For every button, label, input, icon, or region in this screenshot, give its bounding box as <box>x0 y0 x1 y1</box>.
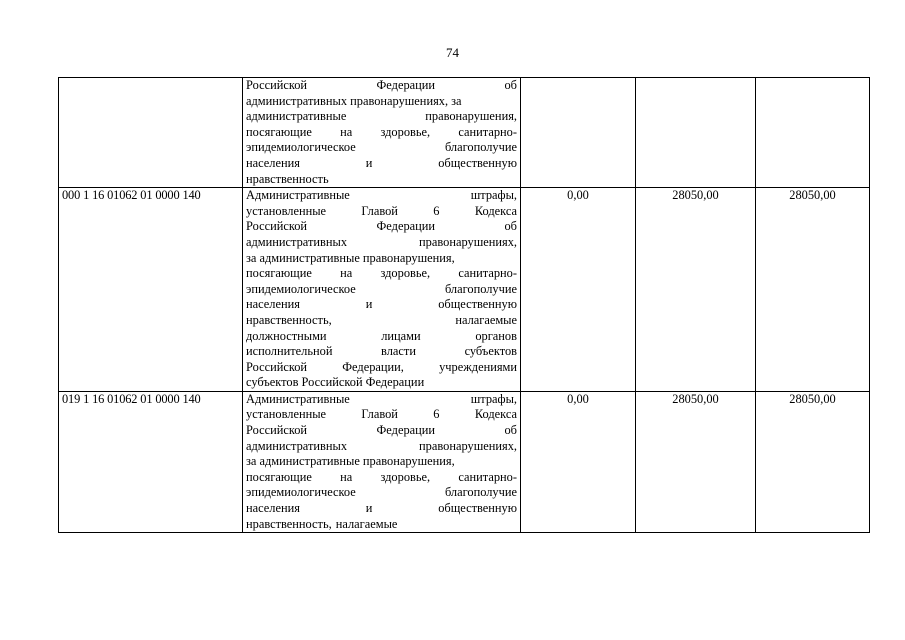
name-word: нравственность, <box>246 516 332 531</box>
name-word: Российской <box>246 219 308 234</box>
name-word: Российской <box>246 359 308 374</box>
budget-code-cell <box>59 78 243 188</box>
name-word: налагаемые <box>335 516 398 531</box>
name-word: административных <box>246 438 348 453</box>
amount-cell-2 <box>636 78 756 188</box>
name-word: общественную <box>438 501 517 516</box>
amount-cell-1 <box>521 78 636 188</box>
name-word: посягающие <box>246 266 312 281</box>
name-word: здоровье, <box>380 469 431 484</box>
name-text-line <box>246 470 517 486</box>
name-word: санитарно- <box>458 266 517 281</box>
budget-code-cell: 019 1 16 01062 01 0000 140 <box>59 391 243 532</box>
name-text-line <box>246 94 517 110</box>
name-word: субъектов Российской Федерации <box>246 375 425 390</box>
name-word: штрафы, <box>470 391 517 406</box>
name-text-line <box>246 266 517 282</box>
table-body <box>59 78 870 533</box>
name-text-line <box>246 297 517 313</box>
name-word: об <box>504 423 517 438</box>
name-word: Российской <box>246 423 308 438</box>
name-word: органов <box>475 328 517 343</box>
name-word: и <box>365 155 373 170</box>
name-word: населения <box>246 155 300 170</box>
amount-cell-3 <box>756 78 870 188</box>
name-text-line <box>246 235 517 251</box>
name-word: на <box>340 266 353 281</box>
name-word: об <box>504 78 517 92</box>
name-word: Административные <box>246 188 350 203</box>
name-text-line <box>246 251 517 267</box>
name-word: субъектов <box>464 344 517 359</box>
name-word: посягающие <box>246 124 312 139</box>
amount-cell-1: 0,00 <box>521 391 636 532</box>
name-word: лицами <box>381 328 421 343</box>
name-word: Федерации, <box>342 359 404 374</box>
name-text-line <box>246 485 517 501</box>
table-row <box>59 391 870 532</box>
name-text-line <box>246 140 517 156</box>
name-word: Российской <box>246 78 308 92</box>
name-word: Федерации <box>376 423 436 438</box>
name-word: на <box>340 469 353 484</box>
revenue-name-cell <box>243 78 521 188</box>
name-word: нравственность <box>246 171 329 186</box>
name-text-line <box>246 78 517 94</box>
name-word: благополучие <box>444 140 517 155</box>
name-word: здоровье, <box>380 266 431 281</box>
name-text-line <box>246 188 517 204</box>
table-row <box>59 188 870 392</box>
name-word: административных правонарушениях, за <box>246 93 462 108</box>
name-text-line <box>246 109 517 125</box>
name-word: санитарно- <box>458 469 517 484</box>
name-text-line <box>246 501 517 517</box>
name-word: здоровье, <box>380 124 431 139</box>
name-text-line <box>246 360 517 376</box>
name-text-line <box>246 439 517 455</box>
name-word: Кодекса <box>474 407 517 422</box>
name-word: учреждениями <box>439 359 517 374</box>
name-word: Кодекса <box>474 203 517 218</box>
name-word: правонарушениях, <box>419 438 517 453</box>
name-text-line <box>246 517 517 533</box>
page-number: 74 <box>446 45 459 60</box>
name-word: за административные правонарушения, <box>246 454 455 469</box>
name-text-line <box>246 407 517 423</box>
name-word: исполнительной <box>246 344 333 359</box>
name-text-line <box>246 313 517 329</box>
name-word: общественную <box>438 297 517 312</box>
budget-table <box>58 77 870 533</box>
table-row <box>59 78 870 188</box>
name-word: штрафы, <box>470 188 517 203</box>
name-text-line <box>246 375 517 391</box>
name-word: благополучие <box>444 485 517 500</box>
name-word: должностными <box>246 328 327 343</box>
name-word: санитарно- <box>458 124 517 139</box>
name-text-line <box>246 125 517 141</box>
name-word: административных <box>246 234 348 249</box>
name-text-line <box>246 423 517 439</box>
name-word: Федерации <box>376 219 436 234</box>
name-text-line <box>246 454 517 470</box>
amount-cell-2: 28050,00 <box>636 188 756 392</box>
name-text-line <box>246 156 517 172</box>
name-word: административные <box>246 109 347 124</box>
name-word: установленные <box>246 407 327 422</box>
name-word: эпидемиологическое <box>246 281 356 296</box>
name-word: на <box>340 124 353 139</box>
name-word: власти <box>381 344 416 359</box>
name-word: эпидемиологическое <box>246 485 356 500</box>
name-word: Главой <box>361 203 398 218</box>
name-word: об <box>504 219 517 234</box>
name-text-line <box>246 329 517 345</box>
name-word: благополучие <box>444 281 517 296</box>
name-text-line <box>246 204 517 220</box>
name-word: правонарушениях, <box>419 234 517 249</box>
name-word: за административные правонарушения, <box>246 250 455 265</box>
name-word: нравственность, <box>246 312 332 327</box>
name-word: эпидемиологическое <box>246 140 356 155</box>
name-word: общественную <box>438 155 517 170</box>
name-word: населения <box>246 501 300 516</box>
name-text-line <box>246 219 517 235</box>
name-word: правонарушения, <box>425 109 517 124</box>
name-word: Федерации <box>376 78 436 92</box>
name-text-line <box>246 282 517 298</box>
name-word: 6 <box>433 407 440 422</box>
name-text-line <box>246 392 517 408</box>
name-word: и <box>365 297 373 312</box>
name-word: посягающие <box>246 469 312 484</box>
name-text-line <box>246 344 517 360</box>
amount-cell-2: 28050,00 <box>636 391 756 532</box>
amount-cell-3: 28050,00 <box>756 391 870 532</box>
name-word: налагаемые <box>455 312 517 327</box>
revenue-name-cell <box>243 188 521 392</box>
name-word: 6 <box>433 203 440 218</box>
name-word: населения <box>246 297 300 312</box>
revenue-name-cell <box>243 391 521 532</box>
name-text-line <box>246 172 517 188</box>
name-word: установленные <box>246 203 327 218</box>
amount-cell-1: 0,00 <box>521 188 636 392</box>
name-word: и <box>365 501 373 516</box>
name-word: Административные <box>246 391 350 406</box>
amount-cell-3: 28050,00 <box>756 188 870 392</box>
budget-code-cell: 000 1 16 01062 01 0000 140 <box>59 188 243 392</box>
name-word: Главой <box>361 407 398 422</box>
